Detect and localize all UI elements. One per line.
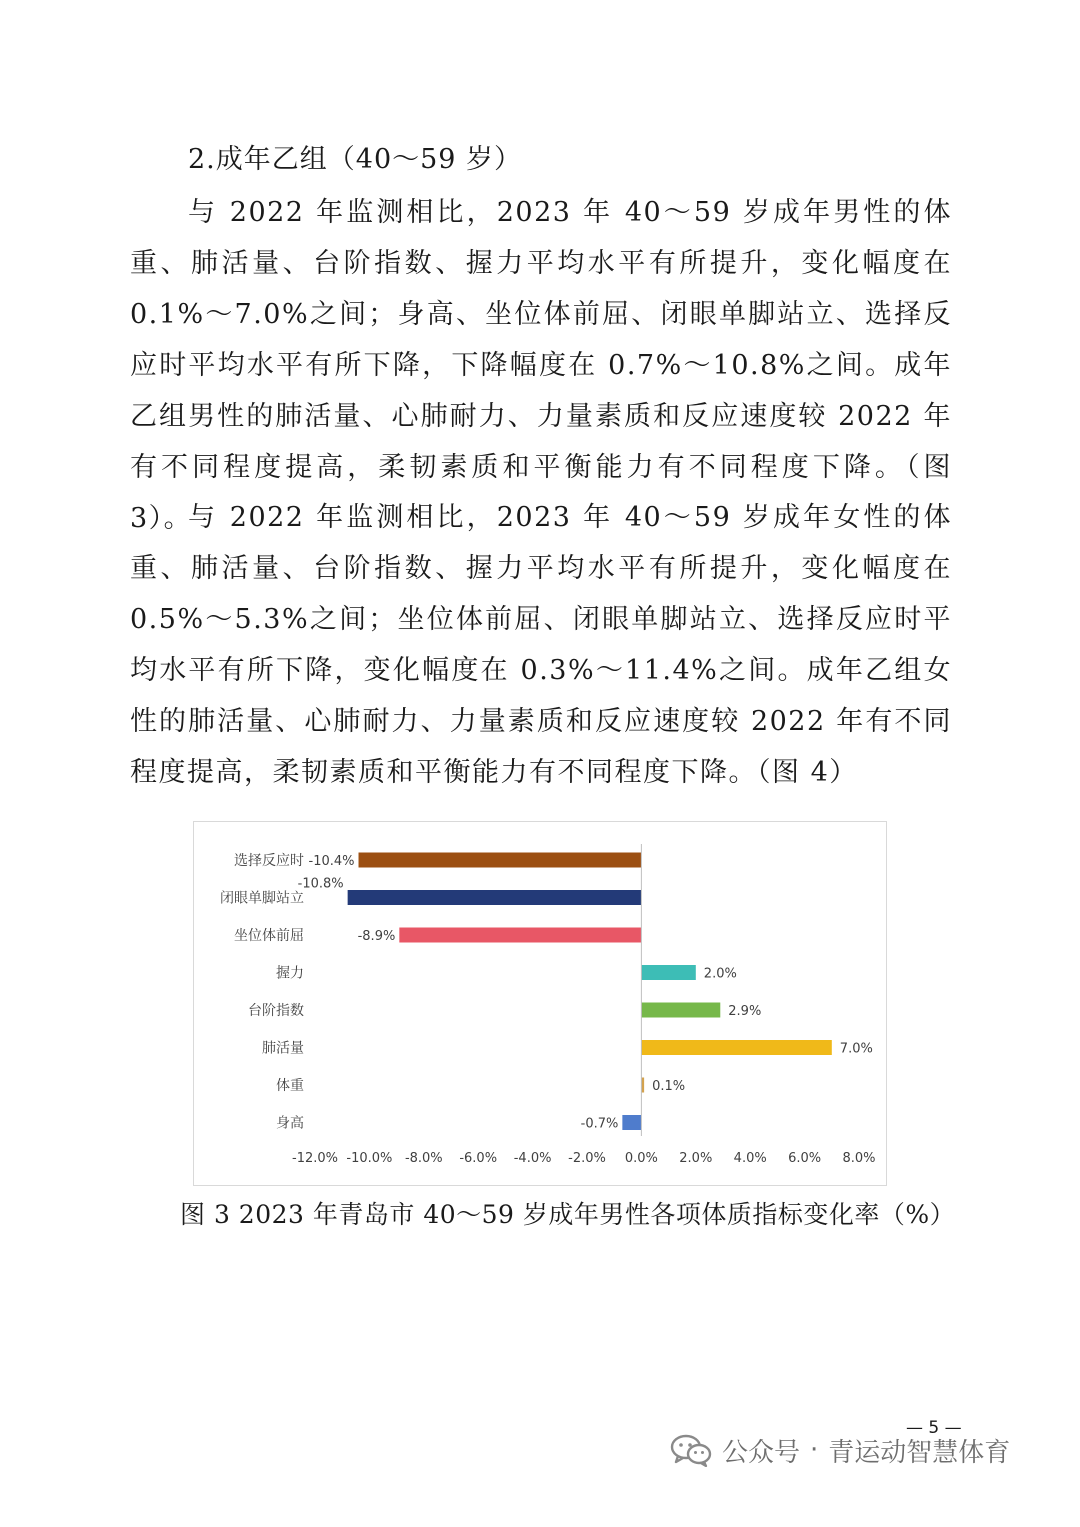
x-tick-label: 6.0%	[788, 1151, 822, 1166]
bar	[622, 1115, 641, 1130]
chart-svg	[194, 822, 886, 1185]
category-label: 闭眼单脚站立	[220, 890, 304, 907]
x-tick-label: 4.0%	[733, 1151, 767, 1166]
x-tick-label: -10.0%	[346, 1151, 393, 1166]
paragraph-male: 与 2022 年监测相比，2023 年 40～59 岁成年男性的体重、肺活量、台阶指数、握力平均水平有所提升，变化幅度在 0.1%～7.0%之间；身高、坐位体前屈、闭眼单脚站立、选择反应时平均水平有所下降，下降幅度在 0.7%～10.8%之间。成年乙组男性的肺活量、心肺耐力、力量素质和反应速度较 2022 年有不同程度提高，柔韧素质和平衡能力有不同程度下降。（图 3）。	[130, 197, 952, 534]
x-tick-label: 2.0%	[679, 1151, 713, 1166]
x-tick-label: 0.0%	[624, 1151, 658, 1166]
value-label: 0.1%	[652, 1079, 686, 1094]
value-label: 2.0%	[703, 966, 737, 982]
category-label: 肺活量	[262, 1040, 304, 1057]
section-heading: 2.成年乙组（40～59 岁）	[188, 144, 523, 175]
category-label: 选择反应时	[234, 853, 304, 869]
value-label: 7.0%	[839, 1041, 873, 1057]
value-label: -10.4%	[308, 854, 355, 869]
x-tick-label: -8.0%	[404, 1151, 443, 1166]
x-tick-label: -6.0%	[459, 1151, 498, 1166]
category-label: 坐位体前屈	[234, 928, 304, 944]
x-tick-label: -2.0%	[568, 1151, 606, 1166]
wechat-icon	[670, 1433, 712, 1467]
footer-separator: ·	[810, 1435, 819, 1465]
x-tick-label: -4.0%	[513, 1151, 552, 1166]
bar	[641, 965, 695, 980]
category-label: 台阶指数	[248, 1003, 304, 1019]
figure-caption: 图 3 2023 年青岛市 40～59 岁成年男性各项体质指标变化率（%）	[180, 1200, 956, 1229]
bar	[348, 890, 642, 905]
category-label: 体重	[276, 1078, 304, 1094]
footer-account-prefix: 公众号	[722, 1437, 801, 1468]
footer-account-name: 青运动智慧体育	[828, 1437, 1011, 1468]
x-tick-label: -12.0%	[292, 1151, 338, 1166]
category-label: 握力	[276, 965, 304, 982]
bar-chart	[193, 821, 887, 1186]
bar	[641, 1003, 720, 1018]
bar	[359, 853, 642, 868]
footer-watermark	[670, 1428, 1010, 1472]
paragraph-female: 与 2022 年监测相比，2023 年 40～59 岁成年女性的体重、肺活量、台阶指数、握力平均水平有所提升，变化幅度在 0.5%～5.3%之间；坐位体前屈、闭眼单脚站立、选择反应时平均水平有所下降，变化幅度在 0.3%～11.4%之间。成年乙组女性的肺活量、心肺耐力、力量素质和反应速度较 2022 年有不同程度提高，柔韧素质和平衡能力有不同程度下降。（图 4）	[130, 502, 952, 788]
value-label: -10.8%	[297, 876, 344, 892]
value-label: 2.9%	[728, 1004, 762, 1019]
category-label: 身高	[276, 1115, 304, 1132]
x-tick-label: 8.0%	[842, 1151, 876, 1166]
value-label: -0.7%	[580, 1116, 619, 1132]
bar	[641, 1040, 831, 1055]
value-label: -8.9%	[357, 929, 396, 944]
bar	[399, 928, 641, 943]
page-number: — 5 —	[906, 1418, 962, 1438]
